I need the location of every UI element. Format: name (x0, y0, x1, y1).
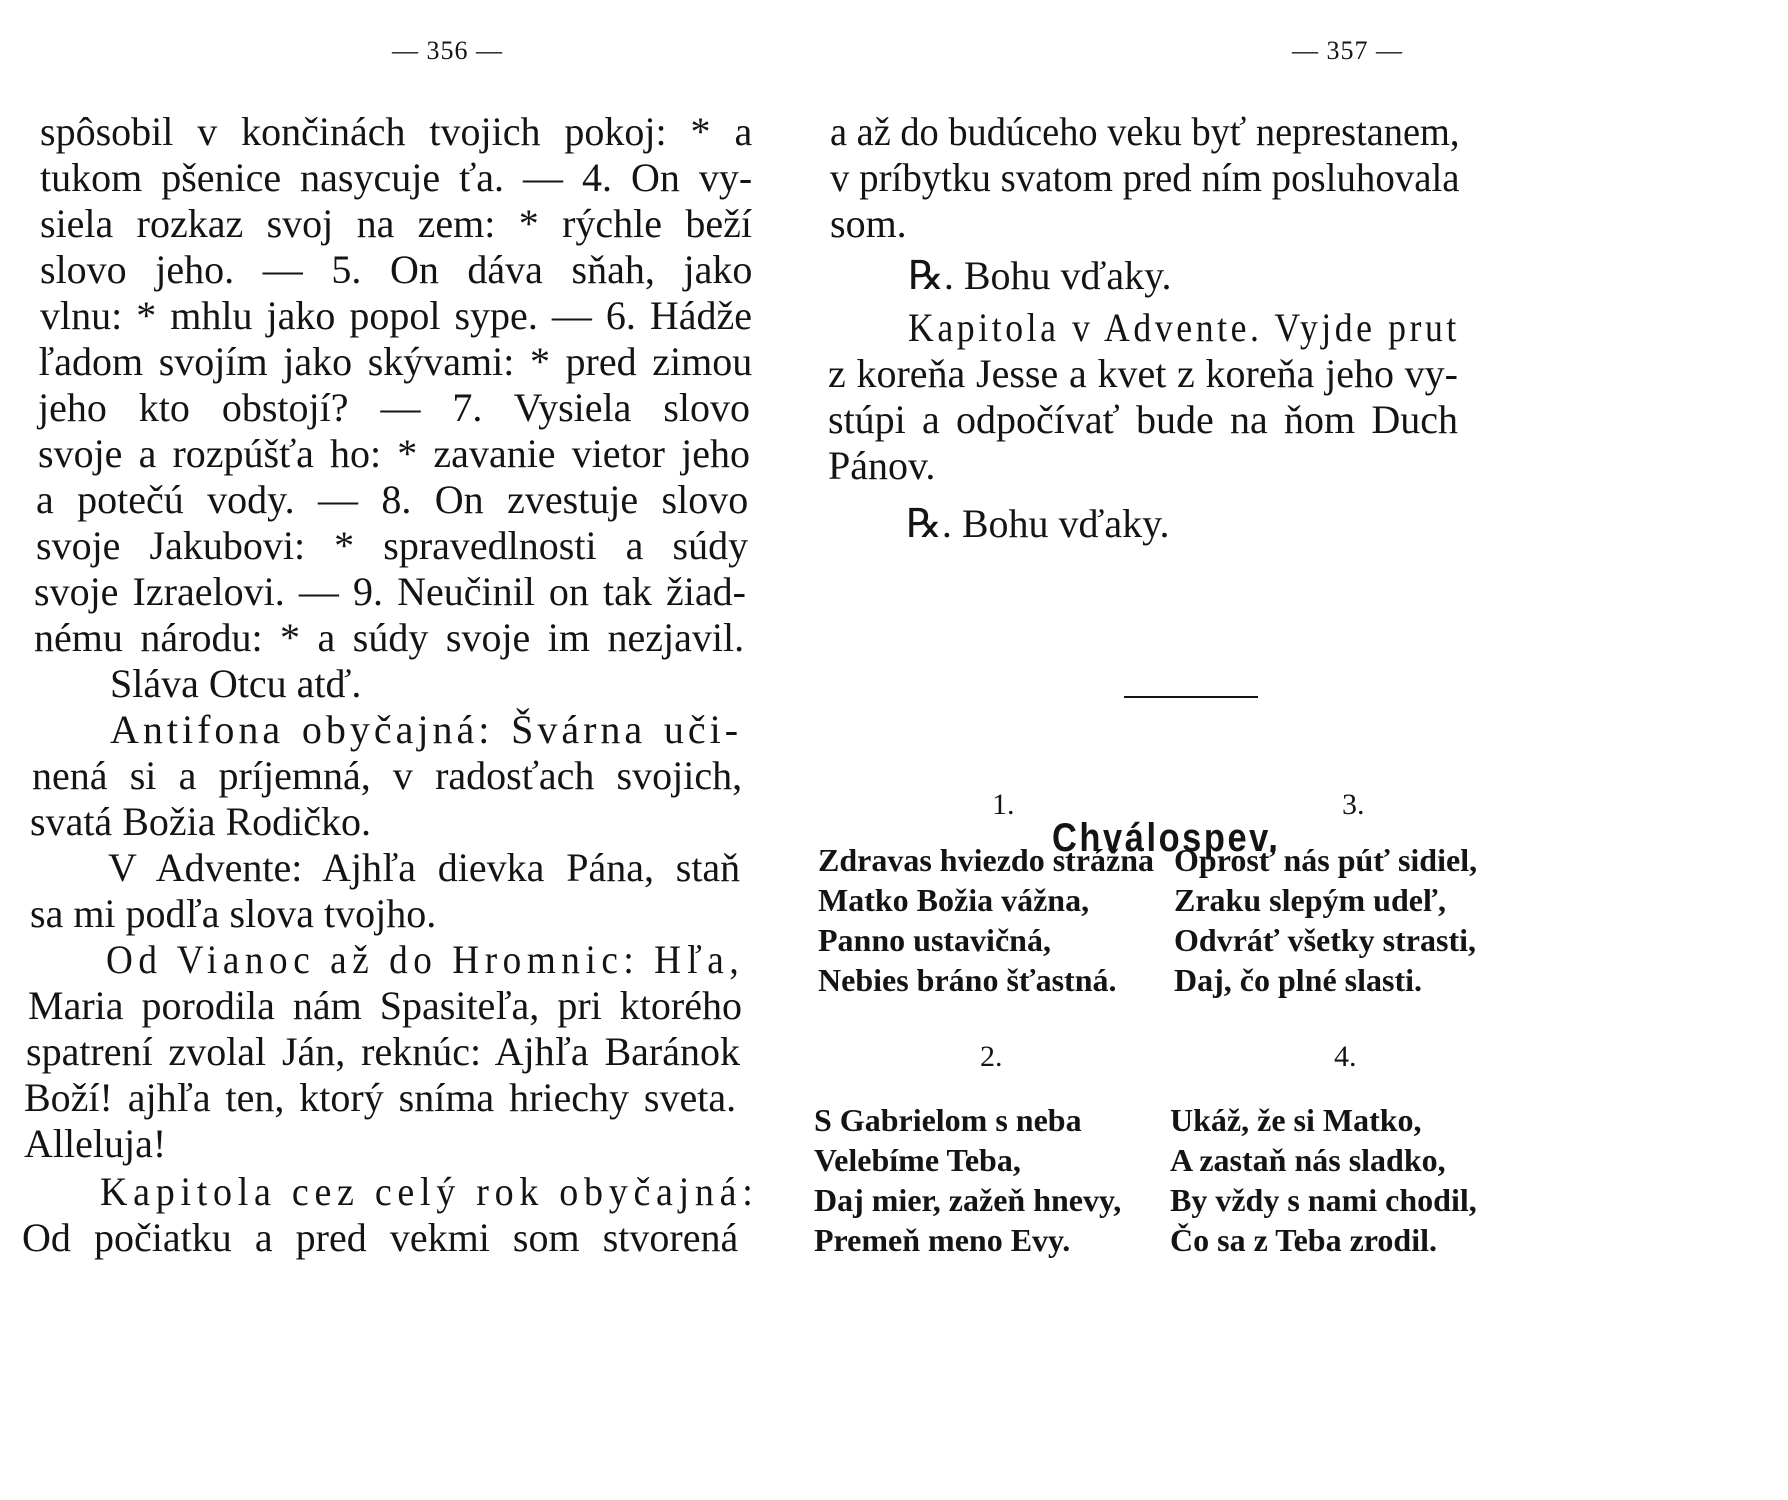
verse-line: Zdravas hviezdo strážna (818, 842, 1154, 878)
right-page (814, 0, 1788, 1500)
hymn-title: Chválospev. (1052, 816, 1281, 860)
text-line: slovo jeho. — 5. On dáva sňah, jako (40, 247, 753, 292)
text-line: stúpi a odpočívať bude na ňom Duch (828, 397, 1458, 442)
text-line: Boží! ajhľa ten, ktorý sníma hriechy sveta. (24, 1075, 737, 1120)
verse-line: By vždy s nami chodil, (1170, 1182, 1477, 1218)
page-number-left: — 356 — (392, 36, 503, 65)
text-line: V Advente: Ajhľa dievka Pána, staň (108, 845, 741, 890)
text-line: svoje a rozpúšťa ho: * zavanie vietor jeho (38, 431, 750, 476)
text-line: Od počiatku a pred vekmi som stvorená (22, 1215, 739, 1260)
text-line: ℞. Bohu vďaky. (908, 253, 1172, 298)
text-line: Pánov. (828, 443, 936, 488)
verse-line: S Gabrielom s neba (814, 1102, 1082, 1138)
verse-line: Zraku slepým udeľ, (1174, 882, 1446, 918)
verse-line: Čo sa z Teba zrodil. (1170, 1222, 1437, 1258)
text-line: tukom pšenice nasycuje ťa. — 4. On vy- (40, 155, 753, 200)
verse-line: Daj mier, zažeň hnevy, (814, 1182, 1122, 1218)
text-line: a až do budúceho veku byť neprestanem, (830, 109, 1460, 154)
verse-line: Oprosť nás púť sidiel, (1174, 842, 1478, 878)
text-line: svoje Jakubovi: * spravedlnosti a súdy (36, 523, 749, 568)
text-line: sa mi podľa slova tvojho. (30, 891, 437, 936)
text-line: vlnu: * mhlu jako popol sype. — 6. Hádže (40, 293, 752, 338)
text-line: jeho kto obstojí? — 7. Vysiela slovo (38, 385, 750, 430)
stanza-number: 2. (980, 1040, 1003, 1073)
verse-line: Panno ustavičná, (818, 922, 1051, 958)
text-line: svoje Izraelovi. — 9. Neučinil on tak žiad- (34, 569, 746, 614)
text-line: nená si a príjemná, v radosťach svojich, (32, 753, 743, 798)
text-line: ľadom svojím jako skývami: * pred zimou (38, 339, 753, 384)
stanza-number: 1. (992, 788, 1015, 821)
text-line: a potečú vody. — 8. On zvestuje slovo (36, 477, 749, 522)
stanza-number: 3. (1342, 788, 1365, 821)
text-line: svatá Božia Rodičko. (30, 799, 372, 844)
verse-line: Matko Božia vážna, (818, 882, 1090, 918)
text-line: nému národu: * a súdy svoje im nezjavil. (34, 615, 745, 660)
text-line: ℞. Bohu vďaky. (906, 501, 1170, 546)
text-line: Maria porodila nám Spasiteľa, pri ktorého (28, 983, 742, 1028)
section-divider (1124, 696, 1258, 698)
verse-line: Daj, čo plné slasti. (1174, 962, 1422, 998)
text-line: Kapitola cez celý rok obyčajná: (100, 1169, 759, 1214)
text-line: Kapitola v Advente. Vyjde prut (908, 305, 1460, 350)
text-line: siela rozkaz svoj na zem: * rýchle beží (40, 201, 752, 246)
verse-line: Ukáž, že si Matko, (1170, 1102, 1422, 1138)
text-line: v príbytku svatom pred ním posluhovala (830, 155, 1460, 200)
text-line: z koreňa Jesse a kvet z koreňa jeho vy- (828, 351, 1458, 396)
text-line: Sláva Otcu atď. (110, 661, 362, 706)
text-line: Alleluja! (24, 1121, 167, 1166)
verse-line: Odvráť všetky strasti, (1174, 922, 1476, 958)
text-line: spôsobil v končinách tvojich pokoj: * a (40, 109, 753, 154)
text-line: Od Vianoc až do Hromnic: Hľa, (106, 937, 745, 982)
text-line: spatrení zvolal Ján, reknúc: Ajhľa Baránok (26, 1029, 740, 1074)
stanza-number: 4. (1334, 1040, 1357, 1073)
verse-line: Premeň meno Evy. (814, 1222, 1071, 1258)
verse-line: Nebies bráno šťastná. (818, 962, 1117, 998)
verse-line: Velebíme Teba, (814, 1142, 1021, 1178)
text-line: Antifona obyčajná: Švárna uči- (110, 707, 743, 752)
verse-line: A zastaň nás sladko, (1170, 1142, 1446, 1178)
text-line: som. (830, 201, 907, 246)
page-number-right: — 357 — (1292, 36, 1403, 65)
